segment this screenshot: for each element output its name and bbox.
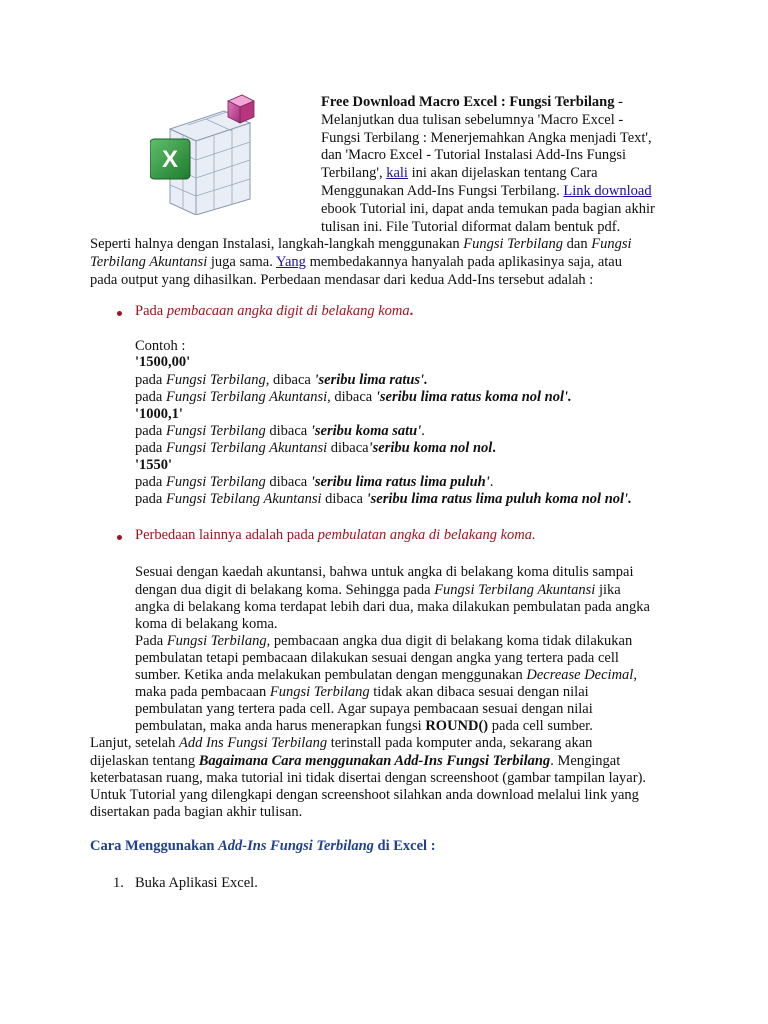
paragraph-line: Untuk Tutorial yang dilengkapi dengan screenshoot silahkan anda download melalui link yang xyxy=(90,787,639,803)
article-title: Free Download Macro Excel : Fungsi Terbilang xyxy=(321,94,615,110)
excel-table-icon xyxy=(150,91,266,215)
paragraph-line: Terbilang Akuntansi juga sama. Yang membedakannya hanyalah pada aplikasinya saja, atau xyxy=(90,254,622,270)
example-line: pada Fungsi Tebilang Akuntansi dibaca 'seribu lima ratus lima puluh koma nol nol'. xyxy=(135,491,632,507)
intro-line: Menggunakan Add-Ins Fungsi Terbilang. Link download xyxy=(321,183,652,199)
paragraph-line: Pada Fungsi Terbilang, pembacaan angka dua digit di belakang koma tidak dilakukan xyxy=(135,633,633,649)
paragraph-line: sumber. Ketika anda melakukan pembulatan dengan menggunakan Decrease Decimal, xyxy=(135,667,637,683)
paragraph-line: maka pada pembacaan Fungsi Terbilang tidak akan dibaca sesuai dengan nilai xyxy=(135,684,589,700)
paragraph-line: pembulatan yang tertera pada cell. Agar supaya pembacaan sesuai dengan nilai xyxy=(135,701,593,717)
example-line: pada Fungsi Terbilang Akuntansi, dibaca 'seribu lima ratus koma nol nol'. xyxy=(135,389,572,405)
intro-line: Terbilang', kali ini akan dijelaskan tentang Cara xyxy=(321,165,598,181)
section-heading: Cara Menggunakan Add-Ins Fungsi Terbilang di Excel : xyxy=(90,838,436,854)
paragraph-line: angka di belakang koma terdapat lebih dari dua, maka dilakukan pembulatan pada angka xyxy=(135,599,650,615)
example-line: pada Fungsi Terbilang dibaca 'seribu lima ratus lima puluh'. xyxy=(135,474,494,490)
paragraph-line: koma di belakang koma. xyxy=(135,616,278,632)
step-text: Buka Aplikasi Excel. xyxy=(135,875,258,891)
intro-line: Fungsi Terbilang : Menerjemahkan Angka menjadi Text', xyxy=(321,130,652,146)
yang-link[interactable]: Yang xyxy=(275,254,306,270)
intro-line: dan 'Macro Excel - Tutorial Instalasi Add-Ins Fungsi xyxy=(321,147,627,163)
intro-line: Melanjutkan dua tulisan sebelumnya 'Macro Excel - xyxy=(321,112,624,128)
example-number: '1000,1' xyxy=(135,406,183,422)
intro-title-line: Free Download Macro Excel : Fungsi Terbilang - xyxy=(321,94,623,110)
paragraph-line: Lanjut, setelah Add Ins Fungsi Terbilang terinstall pada komputer anda, sekarang akan xyxy=(90,735,593,751)
paragraph-line: Seperti halnya dengan Instalasi, langkah-langkah menggunakan Fungsi Terbilang dan Fungsi xyxy=(90,236,632,252)
intro-line: tulisan ini. File Tutorial diformat dalam bentuk pdf. xyxy=(321,219,621,235)
paragraph-line: dijelaskan tentang Bagaimana Cara menggunakan Add-Ins Fungsi Terbilang. Mengingat xyxy=(90,753,621,769)
example-line: pada Fungsi Terbilang, dibaca 'seribu lima ratus'. xyxy=(135,372,428,388)
paragraph-line: pembulatan, maka anda harus menerapkan fungsi ROUND() pada cell sumber. xyxy=(135,718,593,734)
bullet-dot xyxy=(117,311,122,316)
bullet-heading: Pada pembacaan angka digit di belakang koma. xyxy=(135,303,414,319)
example-number: '1550' xyxy=(135,457,173,473)
example-number: '1500,00' xyxy=(135,354,191,370)
paragraph-line: dengan dua digit di belakang koma. Sehingga pada Fungsi Terbilang Akuntansi jika xyxy=(135,582,621,598)
kali-link[interactable]: kali xyxy=(386,165,408,181)
paragraph-line: pada output yang dihasilkan. Perbedaan mendasar dari kedua Add-Ins tersebut adalah : xyxy=(90,272,594,288)
paragraph-line: disertakan pada bagian akhir tulisan. xyxy=(90,804,303,820)
step-number: 1. xyxy=(113,875,124,891)
paragraph-line: keterbatasan ruang, maka tutorial ini tidak disertai dengan screenshoot (gambar tampilan layar). xyxy=(90,770,647,786)
example-line: pada Fungsi Terbilang Akuntansi dibaca'seribu koma nol nol. xyxy=(135,440,496,456)
example-label: Contoh : xyxy=(135,338,186,354)
bullet-dot xyxy=(117,535,122,540)
paragraph-line: pembulatan tetapi pembacaan dilakukan sesuai dengan angka yang tertera pada cell xyxy=(135,650,619,666)
intro-line: ebook Tutorial ini, dapat anda temukan pada bagian akhir xyxy=(321,201,655,217)
link-download[interactable]: Link download xyxy=(563,183,652,199)
bullet-heading: Perbedaan lainnya adalah pada pembulatan angka di belakang koma. xyxy=(135,527,536,543)
paragraph-line: Sesuai dengan kaedah akuntansi, bahwa untuk angka di belakang koma ditulis sampai xyxy=(135,564,634,580)
example-line: pada Fungsi Terbilang dibaca 'seribu koma satu'. xyxy=(135,423,425,439)
svg-text:X: X xyxy=(161,146,179,173)
